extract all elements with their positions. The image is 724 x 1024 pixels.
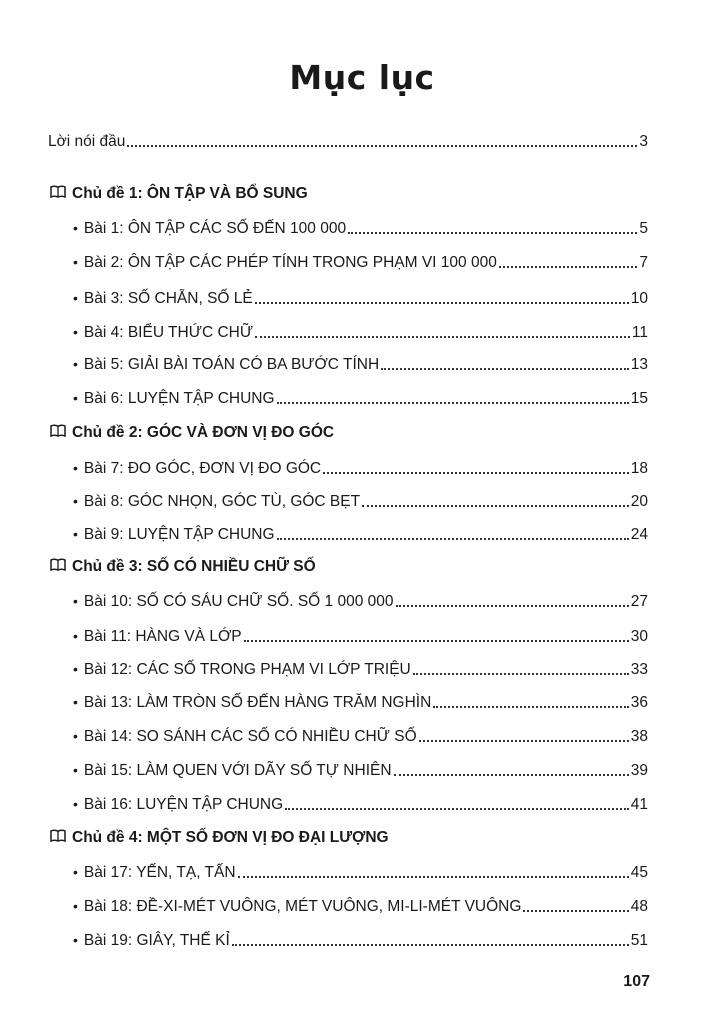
- bullet-icon: •: [73, 628, 78, 644]
- entry-label: Bài 7: ĐO GÓC, ĐƠN VỊ ĐO GÓC: [83, 460, 322, 477]
- bullet-icon: •: [73, 220, 78, 236]
- entry-label: Bài 17: YẾN, TẠ, TẤN: [83, 864, 236, 881]
- entry-label: Bài 14: SO SÁNH CÁC SỐ CÓ NHIỀU CHỮ SỐ: [83, 728, 417, 745]
- entry-page: 10: [630, 290, 648, 307]
- entry-page: 45: [630, 864, 648, 881]
- entry-label: Bài 3: SỐ CHẴN, SỐ LẺ: [83, 290, 253, 307]
- entry-label: Bài 2: ÔN TẬP CÁC PHÉP TÍNH TRONG PHẠM VI 100 000: [83, 254, 497, 271]
- entry-page: 48: [630, 898, 648, 915]
- book-icon: [50, 424, 66, 442]
- toc-entry-lesson[interactable]: [73, 220, 648, 238]
- dot-leader: [323, 472, 629, 474]
- book-icon: [50, 829, 66, 847]
- entry-label: Bài 12: CÁC SỐ TRONG PHẠM VI LỚP TRIỆU: [83, 661, 411, 678]
- toc-entry-lesson[interactable]: [73, 290, 648, 308]
- toc-entry-lesson[interactable]: [73, 694, 648, 712]
- entry-page: 11: [631, 324, 648, 341]
- dot-leader: [255, 336, 630, 338]
- entry-label: Bài 18: ĐỀ-XI-MÉT VUÔNG, MÉT VUÔNG, MI-LI-MÉT VUÔNG: [83, 898, 522, 915]
- toc-entry-lesson[interactable]: [73, 661, 648, 679]
- bullet-icon: •: [73, 526, 78, 542]
- dot-leader: [419, 740, 629, 742]
- entry-label: Bài 9: LUYỆN TẬP CHUNG: [83, 526, 275, 543]
- bullet-icon: •: [73, 324, 78, 340]
- toc-entry-lesson[interactable]: [73, 254, 648, 272]
- chapter-label: Chủ đề 4: MỘT SỐ ĐƠN VỊ ĐO ĐẠI LƯỢNG: [72, 829, 389, 846]
- toc-entry-lesson[interactable]: [73, 460, 648, 478]
- chapter-heading[interactable]: [50, 424, 334, 442]
- toc-entry-lesson[interactable]: [73, 864, 648, 882]
- bullet-icon: •: [73, 390, 78, 406]
- entry-page: 13: [630, 356, 648, 373]
- dot-leader: [244, 640, 629, 642]
- entry-label: Bài 11: HÀNG VÀ LỚP: [83, 628, 242, 645]
- toc-entry-lesson[interactable]: [73, 526, 648, 544]
- entry-page: 36: [630, 694, 648, 711]
- bullet-icon: •: [73, 356, 78, 372]
- dot-leader: [232, 944, 629, 946]
- entry-page: 3: [639, 133, 648, 150]
- chapter-heading[interactable]: [50, 829, 389, 847]
- toc-entry-lesson[interactable]: [73, 593, 648, 611]
- chapter-label: Chủ đề 2: GÓC VÀ ĐƠN VỊ ĐO GÓC: [72, 424, 335, 441]
- chapter-label: Chủ đề 3: SỐ CÓ NHIỀU CHỮ SỐ: [72, 558, 316, 575]
- entry-page: 7: [639, 254, 648, 271]
- book-icon: [50, 185, 66, 203]
- toc-entry-preface[interactable]: [48, 133, 648, 151]
- toc-entry-lesson[interactable]: [73, 390, 648, 408]
- entry-label: Bài 16: LUYỆN TẬP CHUNG: [83, 796, 284, 813]
- bullet-icon: •: [73, 796, 78, 812]
- toc-entry-lesson[interactable]: [73, 796, 648, 814]
- entry-page: 15: [630, 390, 648, 407]
- entry-page: 18: [630, 460, 648, 477]
- dot-leader: [433, 706, 628, 708]
- page-number: 107: [623, 973, 650, 990]
- bullet-icon: •: [73, 898, 78, 914]
- entry-page: 41: [630, 796, 648, 813]
- entry-label: Bài 10: SỐ CÓ SÁU CHỮ SỐ. SỐ 1 000 000: [83, 593, 394, 610]
- entry-label: Bài 1: ÔN TẬP CÁC SỐ ĐẾN 100 000: [83, 220, 347, 237]
- bullet-icon: •: [73, 593, 78, 609]
- entry-label: Bài 13: LÀM TRÒN SỐ ĐẾN HÀNG TRĂM NGHÌN: [83, 694, 432, 711]
- entry-page: 30: [630, 628, 648, 645]
- dot-leader: [238, 876, 629, 878]
- entry-page: 27: [630, 593, 648, 610]
- entry-label: Bài 6: LUYỆN TẬP CHUNG: [83, 390, 275, 407]
- bullet-icon: •: [73, 864, 78, 880]
- toc-entry-lesson[interactable]: [73, 932, 648, 950]
- dot-leader: [277, 538, 629, 540]
- toc-entry-lesson[interactable]: [73, 762, 648, 780]
- dot-leader: [396, 605, 629, 607]
- bullet-icon: •: [73, 694, 78, 710]
- entry-page: 20: [630, 493, 648, 510]
- entry-page: 33: [630, 661, 648, 678]
- entry-page: 24: [630, 526, 648, 543]
- dot-leader: [413, 673, 629, 675]
- bullet-icon: •: [73, 932, 78, 948]
- dot-leader: [394, 774, 629, 776]
- entry-label: Bài 8: GÓC NHỌN, GÓC TÙ, GÓC BẸT: [83, 493, 361, 510]
- bullet-icon: •: [73, 290, 78, 306]
- dot-leader: [362, 505, 629, 507]
- entry-label: Bài 4: BIỂU THỨC CHỮ: [83, 324, 254, 341]
- dot-leader: [523, 910, 628, 912]
- dot-leader: [277, 402, 629, 404]
- dot-leader: [285, 808, 629, 810]
- dot-leader: [381, 368, 629, 370]
- toc-entry-lesson[interactable]: [73, 324, 648, 342]
- entry-label: Bài 19: GIÂY, THẾ KỈ: [83, 932, 230, 949]
- chapter-heading[interactable]: [50, 185, 308, 203]
- entry-page: 51: [630, 932, 648, 949]
- chapter-heading[interactable]: [50, 558, 316, 576]
- dot-leader: [255, 302, 629, 304]
- entry-page: 39: [630, 762, 648, 779]
- entry-page: 5: [639, 220, 648, 237]
- bullet-icon: •: [73, 493, 78, 509]
- dot-leader: [348, 232, 637, 234]
- bullet-icon: •: [73, 661, 78, 677]
- toc-entry-lesson[interactable]: [73, 898, 648, 916]
- toc-entry-lesson[interactable]: [73, 628, 648, 646]
- bullet-icon: •: [73, 460, 78, 476]
- entry-label: Lời nói đầu: [48, 133, 126, 150]
- chapter-label: Chủ đề 1: ÔN TẬP VÀ BỔ SUNG: [72, 185, 308, 202]
- book-icon: [50, 558, 66, 576]
- toc-entry-lesson[interactable]: [73, 493, 648, 511]
- toc-entry-lesson[interactable]: [73, 728, 648, 746]
- bullet-icon: •: [73, 762, 78, 778]
- entry-label: Bài 5: GIẢI BÀI TOÁN CÓ BA BƯỚC TÍNH: [83, 356, 380, 373]
- bullet-icon: •: [73, 728, 78, 744]
- entry-label: Bài 15: LÀM QUEN VỚI DÃY SỐ TỰ NHIÊN: [83, 762, 392, 779]
- entry-page: 38: [630, 728, 648, 745]
- dot-leader: [127, 145, 637, 147]
- toc-entry-lesson[interactable]: [73, 356, 648, 374]
- page-title: Mục lục: [289, 58, 435, 97]
- dot-leader: [499, 266, 638, 268]
- bullet-icon: •: [73, 254, 78, 270]
